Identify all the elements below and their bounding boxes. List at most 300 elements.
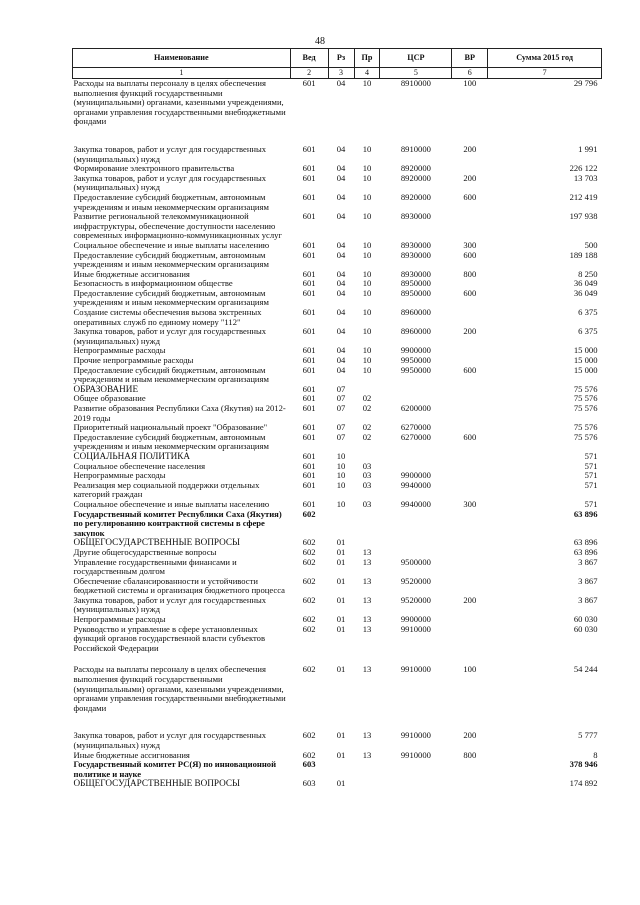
row-csr — [380, 760, 452, 779]
row-csr — [380, 538, 452, 548]
row-ved: 601 — [302, 287, 316, 298]
row-rz: 04 — [336, 268, 346, 279]
row-name: Расходы на выплаты персоналу в целях обеспечения выполнения функций государственными (муниципальными) органами, казенными учреждениями, органами управления государственными внебюджетными фондами — [73, 664, 286, 713]
row-name: ОБЩЕГОСУДАРСТВЕННЫЕ ВОПРОСЫ — [73, 778, 241, 789]
row-sum: 174 892 — [569, 778, 598, 789]
row-vr — [452, 462, 488, 472]
row-pr — [354, 779, 380, 789]
row-ved: 602 — [302, 730, 316, 741]
row-rz: 04 — [336, 191, 346, 202]
row-csr: 8950000 — [400, 278, 431, 289]
row-ved: 602 — [302, 508, 316, 519]
row-name: Социальное обеспечение и иные выплаты населению — [73, 498, 270, 509]
column-number: 3 — [328, 68, 354, 79]
row-csr: 8950000 — [400, 287, 431, 298]
row-vr — [452, 481, 488, 500]
row-csr: 6200000 — [400, 403, 431, 413]
row-csr: 6270000 — [400, 422, 431, 433]
row-name: Социальное обеспечение населения — [73, 460, 206, 471]
row-csr: 8920000 — [400, 172, 431, 183]
table-row — [73, 404, 602, 423]
row-name: Прочие непрограммные расходы — [73, 355, 194, 366]
row-ved: 601 — [302, 450, 316, 461]
row-ved: 603 — [302, 778, 316, 789]
row-sum: 15 000 — [573, 345, 598, 356]
row-sum: 3 867 — [578, 556, 598, 567]
row-ved: 601 — [302, 355, 316, 366]
row-rz: 04 — [336, 239, 346, 250]
row-pr: 10 — [362, 143, 372, 154]
row-name: Предоставление субсидий бюджетным, автономным учреждениям и иным некоммерческим организациям — [73, 191, 269, 212]
row-name: Предоставление субсидий бюджетным, автономным учреждениям и иным некоммерческим организациям — [73, 287, 269, 308]
row-sum: 63 896 — [573, 508, 598, 519]
table-row — [73, 596, 602, 615]
row-vr: 200 — [463, 326, 477, 337]
row-name: Государственный комитет Республики Саха (Якутия) по регулированию контрактной системы в сфере закупок — [73, 508, 282, 538]
table-row — [73, 625, 602, 666]
row-csr: 9910000 — [400, 623, 431, 634]
row-pr: 10 — [362, 355, 372, 366]
row-vr — [452, 308, 488, 327]
row-pr: 10 — [362, 78, 372, 88]
row-vr: 200 — [463, 730, 477, 741]
column-number: 1 — [73, 68, 291, 79]
row-pr: 02 — [362, 431, 372, 442]
table-row — [73, 327, 602, 346]
column-number-row — [73, 68, 602, 79]
row-vr — [452, 471, 488, 481]
row-pr: 02 — [362, 403, 372, 413]
row-csr: 9520000 — [400, 594, 431, 605]
row-vr: 600 — [463, 364, 477, 375]
row-csr: 9900000 — [400, 614, 431, 625]
row-vr — [452, 558, 488, 577]
row-name: ОБЩЕГОСУДАРСТВЕННЫЕ ВОПРОСЫ — [73, 537, 241, 548]
row-vr — [452, 394, 488, 404]
row-rz: 10 — [336, 470, 346, 481]
row-vr: 800 — [463, 749, 477, 760]
row-sum: 3 867 — [578, 594, 598, 605]
row-rz: 01 — [336, 537, 346, 548]
row-rz: 01 — [336, 778, 346, 789]
row-rz: 04 — [336, 355, 346, 366]
row-name: Закупка товаров, работ и услуг для государственных (муниципальных) нужд — [73, 143, 267, 164]
row-name: Предоставление субсидий бюджетным, автономным учреждениям и иным некоммерческим организациям — [73, 364, 269, 385]
row-sum: 63 896 — [573, 546, 598, 557]
row-rz: 07 — [336, 383, 346, 394]
row-vr — [452, 510, 488, 539]
table-row — [73, 289, 602, 308]
row-ved: 602 — [302, 575, 316, 586]
row-sum: 75 576 — [573, 403, 598, 413]
row-sum: 75 576 — [573, 431, 598, 442]
row-sum: 29 796 — [573, 78, 598, 88]
row-rz: 04 — [336, 287, 346, 298]
row-ved: 601 — [302, 383, 316, 394]
row-rz: 07 — [336, 403, 346, 413]
header-csr: ЦСР — [380, 49, 452, 68]
row-csr: 6270000 — [400, 431, 431, 442]
row-pr — [354, 510, 380, 539]
column-number: 2 — [290, 68, 328, 79]
row-csr: 8920000 — [400, 163, 431, 174]
row-csr: 8910000 — [400, 143, 431, 154]
row-sum: 189 188 — [569, 249, 598, 260]
header-vr: ВР — [452, 49, 488, 68]
row-rz: 01 — [336, 664, 346, 675]
row-name: Государственный комитет РС(Я) по инновационной политике и науке — [73, 759, 277, 779]
row-pr: 13 — [362, 556, 372, 567]
row-csr: 8930000 — [400, 268, 431, 279]
row-pr: 10 — [362, 278, 372, 289]
row-sum: 3 867 — [578, 575, 598, 586]
row-ved: 601 — [302, 143, 316, 154]
row-vr: 200 — [463, 594, 477, 605]
row-vr — [452, 625, 488, 666]
row-rz: 10 — [336, 479, 346, 490]
row-pr: 03 — [362, 470, 372, 481]
row-name: Предоставление субсидий бюджетным, автономным учреждениям и иным некоммерческим организациям — [73, 249, 269, 270]
row-sum: 54 244 — [573, 664, 598, 675]
row-pr: 10 — [362, 326, 372, 337]
row-name: Непрограммные расходы — [73, 614, 166, 625]
header-pr: Пр — [354, 49, 380, 68]
row-csr: 9910000 — [400, 749, 431, 760]
row-rz — [328, 760, 354, 779]
row-ved: 602 — [302, 537, 316, 548]
row-pr: 13 — [362, 623, 372, 634]
row-ved: 601 — [302, 393, 316, 404]
row-ved: 603 — [302, 759, 316, 770]
row-name: Управление государственными финансами и государственным долгом — [73, 556, 237, 577]
row-sum: 75 576 — [573, 422, 598, 433]
row-vr — [452, 452, 488, 462]
row-name: Создание системы обеспечения вызова экстренных оперативных служб по единому номеру "112" — [73, 307, 262, 327]
row-ved: 601 — [302, 364, 316, 375]
row-name: Развитие образования Республики Саха (Якутия) на 2012-2019 годы — [73, 403, 286, 423]
row-rz: 04 — [336, 364, 346, 375]
row-name: ОБРАЗОВАНИЕ — [73, 383, 139, 394]
column-number: 7 — [488, 68, 602, 79]
row-sum: 571 — [584, 470, 598, 481]
row-pr: 10 — [362, 191, 372, 202]
row-rz: 01 — [336, 575, 346, 586]
row-csr: 8920000 — [400, 191, 431, 202]
row-csr: 9950000 — [400, 364, 431, 375]
row-ved: 601 — [302, 422, 316, 433]
row-ved: 601 — [302, 479, 316, 490]
table-row — [73, 510, 602, 539]
table-row — [73, 145, 602, 164]
row-ved: 601 — [302, 470, 316, 481]
row-sum: 378 946 — [569, 759, 598, 770]
row-ved: 601 — [302, 326, 316, 337]
row-name: Предоставление субсидий бюджетным, автономным учреждениям и иным некоммерческим организациям — [73, 431, 269, 452]
row-vr: 600 — [463, 287, 477, 298]
row-name: Закупка товаров, работ и услуг для государственных (муниципальных) нужд — [73, 326, 267, 346]
row-ved: 601 — [302, 460, 316, 471]
row-sum: 1 991 — [578, 143, 598, 154]
row-csr — [380, 452, 452, 462]
row-pr: 13 — [362, 614, 372, 625]
row-sum: 63 896 — [573, 537, 598, 548]
row-pr: 10 — [362, 268, 372, 279]
row-ved: 602 — [302, 556, 316, 567]
row-rz: 04 — [336, 345, 346, 356]
table-row — [73, 308, 602, 327]
row-ved: 601 — [302, 498, 316, 509]
row-name: Реализация мер социальной поддержки отдельных категорий граждан — [73, 479, 260, 500]
row-ved: 601 — [302, 307, 316, 318]
row-csr: 8930000 — [400, 239, 431, 250]
row-name: Расходы на выплаты персоналу в целях обеспечения выполнения функций государственными (муниципальными) органами, казенными учреждениями, органами управления государственными внебюджетными фондами — [73, 78, 286, 127]
row-name: Закупка товаров, работ и услуг для государственных (муниципальных) нужд — [73, 594, 267, 615]
table-row — [73, 212, 602, 241]
row-pr: 10 — [362, 163, 372, 174]
header-sum: Сумма 2015 год — [488, 49, 602, 68]
column-number: 5 — [380, 68, 452, 79]
row-ved: 602 — [302, 546, 316, 557]
row-pr: 10 — [362, 239, 372, 250]
row-ved: 601 — [302, 239, 316, 250]
row-sum: 6 375 — [578, 326, 598, 337]
row-pr: 03 — [362, 479, 372, 490]
row-name: Другие общегосударственные вопросы — [73, 546, 217, 557]
row-sum: 60 030 — [573, 623, 598, 634]
row-ved: 601 — [302, 172, 316, 183]
row-sum: 75 576 — [573, 393, 598, 404]
row-ved: 602 — [302, 623, 316, 634]
table-row — [73, 193, 602, 212]
row-rz: 07 — [336, 422, 346, 433]
row-vr — [452, 615, 488, 625]
table-row — [73, 558, 602, 577]
row-vr: 600 — [463, 249, 477, 260]
row-vr: 600 — [463, 431, 477, 442]
row-vr: 300 — [463, 498, 477, 509]
row-vr: 300 — [463, 239, 477, 250]
row-sum: 212 419 — [569, 191, 598, 202]
row-ved: 602 — [302, 749, 316, 760]
table-row — [73, 174, 602, 193]
row-sum: 60 030 — [573, 614, 598, 625]
table-row — [73, 760, 602, 779]
header-rz: Рз — [328, 49, 354, 68]
row-vr — [452, 212, 488, 241]
row-rz: 04 — [336, 143, 346, 154]
row-csr — [380, 385, 452, 395]
row-name: Приоритетный национальный проект "Образование" — [73, 422, 268, 433]
row-vr: 200 — [463, 172, 477, 183]
row-csr: 9910000 — [400, 664, 431, 675]
row-rz: 04 — [336, 163, 346, 174]
row-name: Закупка товаров, работ и услуг для государственных (муниципальных) нужд — [73, 172, 267, 193]
row-sum: 571 — [584, 460, 598, 471]
row-vr: 800 — [463, 268, 477, 279]
row-rz: 07 — [336, 393, 346, 404]
row-vr: 100 — [463, 664, 477, 675]
row-sum: 6 375 — [578, 307, 598, 318]
row-name: СОЦИАЛЬНАЯ ПОЛИТИКА — [73, 450, 191, 461]
row-csr: 9940000 — [400, 479, 431, 490]
row-sum: 36 049 — [573, 287, 598, 298]
row-ved: 602 — [302, 614, 316, 625]
budget-table — [72, 48, 602, 789]
row-rz: 04 — [336, 172, 346, 183]
row-rz: 01 — [336, 623, 346, 634]
row-rz: 01 — [336, 614, 346, 625]
row-vr — [452, 760, 488, 779]
row-rz: 01 — [336, 594, 346, 605]
row-ved: 602 — [302, 664, 316, 675]
row-rz: 10 — [336, 460, 346, 471]
column-number: 4 — [354, 68, 380, 79]
row-csr: 8910000 — [400, 78, 431, 88]
row-ved: 601 — [302, 211, 316, 222]
row-pr: 10 — [362, 345, 372, 356]
row-pr: 13 — [362, 546, 372, 557]
table-header-row — [73, 49, 602, 68]
table-row — [73, 79, 602, 145]
table-row — [73, 731, 602, 750]
row-ved: 601 — [302, 345, 316, 356]
header-ved: Вед — [290, 49, 328, 68]
row-pr: 03 — [362, 460, 372, 471]
table-row — [73, 481, 602, 500]
row-name: Развитие региональной телекоммуникационной инфраструктуры, обеспечение доступности населению современных информационно-коммуникационных услуг — [73, 211, 282, 241]
row-pr: 10 — [362, 249, 372, 260]
row-ved: 601 — [302, 268, 316, 279]
row-name: Общее образование — [73, 393, 146, 404]
row-csr: 9950000 — [400, 355, 431, 366]
row-pr: 13 — [362, 594, 372, 605]
column-number: 6 — [452, 68, 488, 79]
table-row — [73, 433, 602, 452]
row-rz: 04 — [336, 278, 346, 289]
row-pr: 10 — [362, 287, 372, 298]
row-vr: 100 — [463, 78, 477, 88]
row-rz: 10 — [336, 450, 346, 461]
row-name: Иные бюджетные ассигнования — [73, 268, 190, 279]
row-csr: 8930000 — [400, 211, 431, 222]
row-rz: 04 — [336, 211, 346, 222]
row-sum: 8 — [593, 749, 598, 760]
row-vr: 600 — [463, 191, 477, 202]
row-vr — [452, 346, 488, 356]
row-csr — [380, 510, 452, 539]
row-csr: 8960000 — [400, 326, 431, 337]
row-pr: 10 — [362, 211, 372, 222]
row-sum: 13 703 — [573, 172, 598, 183]
table-row — [73, 366, 602, 385]
row-rz — [328, 510, 354, 539]
row-pr: 10 — [362, 172, 372, 183]
row-ved: 601 — [302, 431, 316, 442]
row-vr — [452, 548, 488, 558]
row-rz: 04 — [336, 326, 346, 337]
row-name: Обеспечение сбалансированности и устойчивости бюджетной системы и организация бюджетного процесса — [73, 575, 285, 596]
row-rz: 01 — [336, 546, 346, 557]
row-name: Непрограммные расходы — [73, 345, 166, 356]
row-vr — [452, 538, 488, 548]
row-csr: 9520000 — [400, 575, 431, 586]
table-row — [73, 577, 602, 596]
row-csr — [380, 779, 452, 789]
row-pr: 02 — [362, 422, 372, 433]
row-sum: 75 576 — [573, 383, 598, 394]
row-csr: 9910000 — [400, 730, 431, 741]
row-name: Безопасность в информационном обществе — [73, 278, 233, 289]
row-sum: 8 250 — [578, 268, 598, 279]
row-sum: 15 000 — [573, 364, 598, 375]
row-rz: 07 — [336, 431, 346, 442]
row-pr: 13 — [362, 749, 372, 760]
row-vr — [452, 779, 488, 789]
row-pr: 10 — [362, 307, 372, 318]
row-pr — [354, 760, 380, 779]
row-pr: 03 — [362, 498, 372, 509]
row-ved: 601 — [302, 191, 316, 202]
row-sum: 226 122 — [569, 163, 598, 174]
row-pr: 10 — [362, 364, 372, 375]
row-rz: 10 — [336, 498, 346, 509]
row-sum: 571 — [584, 479, 598, 490]
row-pr: 02 — [362, 393, 372, 404]
row-rz: 04 — [336, 307, 346, 318]
row-vr — [452, 577, 488, 596]
row-rz: 01 — [336, 730, 346, 741]
row-sum: 15 000 — [573, 355, 598, 366]
row-csr: 9900000 — [400, 345, 431, 356]
row-sum: 197 938 — [569, 211, 598, 222]
row-vr — [452, 404, 488, 423]
table-row — [73, 251, 602, 270]
table-row — [73, 779, 602, 789]
row-rz: 04 — [336, 249, 346, 260]
row-ved: 602 — [302, 594, 316, 605]
row-rz: 01 — [336, 749, 346, 760]
row-name: Закупка товаров, работ и услуг для государственных (муниципальных) нужд — [73, 730, 267, 750]
row-sum: 571 — [584, 498, 598, 509]
row-sum: 500 — [584, 239, 598, 250]
row-ved: 601 — [302, 78, 316, 88]
row-vr — [452, 385, 488, 395]
row-csr: 8930000 — [400, 249, 431, 260]
page-number: 48 — [315, 36, 325, 47]
row-pr: 13 — [362, 575, 372, 586]
row-vr: 200 — [463, 143, 477, 154]
header-name: Наименование — [73, 49, 291, 68]
row-ved: 601 — [302, 278, 316, 289]
row-name: Социальное обеспечение и иные выплаты населению — [73, 239, 270, 250]
row-name: Иные бюджетные ассигнования — [73, 749, 190, 760]
row-sum: 36 049 — [573, 278, 598, 289]
row-pr: 13 — [362, 730, 372, 741]
row-rz: 01 — [336, 556, 346, 567]
row-sum: 571 — [584, 450, 598, 461]
row-csr: 9940000 — [400, 498, 431, 509]
row-name: Руководство и управление в сфере установленных функций органов государственной власти субъектов Российской Федерации — [73, 623, 266, 653]
row-csr: 9500000 — [400, 556, 431, 567]
row-sum: 5 777 — [578, 730, 598, 741]
row-name: Непрограммные расходы — [73, 470, 166, 481]
row-csr: 9900000 — [400, 470, 431, 481]
row-name: Формирование электронного правительства — [73, 163, 235, 174]
row-ved: 601 — [302, 249, 316, 260]
row-csr: 8960000 — [400, 307, 431, 318]
row-ved: 601 — [302, 163, 316, 174]
table-row — [73, 665, 602, 731]
